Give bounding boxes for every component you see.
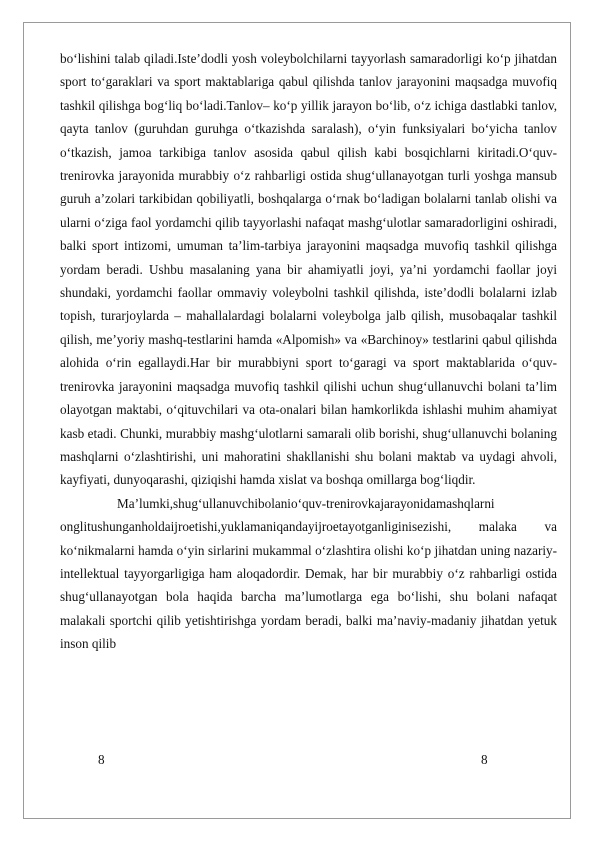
page-number-left: 8 [98, 752, 105, 767]
document-body [60, 47, 557, 656]
page-number-right: 8 [481, 752, 488, 767]
paragraph-1: bo‘lishini talab qiladi.Iste’dodli yosh voleybolchilarni tayyorlash samaradorligi ko‘p jihatdan sport to‘garaklari va sport maktablariga qabul qilishda tanlov jarayonini maqsadga muvofiq tashkil qilishga bog‘liq bo‘ladi.Tanlov– ko‘p yillik jarayon bo‘lib, o‘z ichiga dastlabki tanlov, qayta tanlov (guruhdan guruhga o‘tkazishda saralash), o‘yin funksiyalari bo‘yicha tanlov o‘tkazish, jamoa tarkibiga tanlov asosida qabul qilish kabi bosqichlarni kiritadi.O‘quv-trenirovka jarayonida murabbiy o‘z rahbarligi ostida shug‘ullanayotgan turli yoshga mansub guruh a’zolari tarkibidan qobiliyatli, boshqalarga o‘rnak bo‘ladigan bolalarni tanlab olishi va ularni o‘ziga faol yordamchi qilib tayyorlashi nafaqat mashg‘ulotlar samaradorligini oshiradi, balki sport intizomi, umuman ta’lim-tarbiya jarayonini maqsadga muvofiq tashkil qilishga yordam beradi. Ushbu masalaning yana bir ahamiyatli joyi, ya’ni yordamchi faollar joyi shundaki, yordamchi faollar ommaviy voleybolni tashkil qilishda, iste’dodli bolalarni izlab topish, turarjoylarda – mahallalardagi bolalarni voleybolga jalb qilish, musobaqalar tashkil qilish, me’yoriy mashq-testlarini hamda «Alpomish» va «Barchinoy» testlarini qabul qilishda alohida o‘rin egallaydi.Har bir murabbiyni sport to‘garagi va sport maktablarida o‘quv-trenirovka jarayonini maqsadga muvofiq tashkil qilishi uchun shug‘ullanuvchi bolani ta’lim olayotgan maktabi, o‘qituvchilari va ota-onalari bilan hamkorlikda ishlashi muhim ahamiyat kasb etadi. Chunki, murabbiy mashg‘ulotlarni samarali olib borishi, shug‘ullanuvchi bolaning mashqlarni o‘zlashtirishi, uni mahoratini shakllanishi shu bolani maktab va uydagi ahvoli, kayfiyati, dunyoqarashi, qiziqishi hamda xislat va boshqa omillarga bog‘liqdir. [60, 51, 557, 488]
paragraph-2: Ma’lumki,shug‘ullanuvchibolanio‘quv-trenirovkajarayonidamashqlarni onglitushunganholdaijroetishi,yuklamaniqandayijroetayotganliginisezishi, malaka va ko‘nikmalarni hamda o‘yin sirlarini mukammal o‘zlashtira olishi ko‘p jihatdan uning nazariy-intellektual tayyorgarligiga ham aloqadordir. Demak, har bir murabbiy o‘z rahbarligi ostida shug‘ullanayotgan bola haqida barcha ma’lumotlarga ega bo‘lishi, shu bolani nafaqat malakali sportchi qilib yetishtirishga yordam beradi, balki ma’naviy-madaniy jihatdan yetuk inson qilib [60, 495, 557, 652]
